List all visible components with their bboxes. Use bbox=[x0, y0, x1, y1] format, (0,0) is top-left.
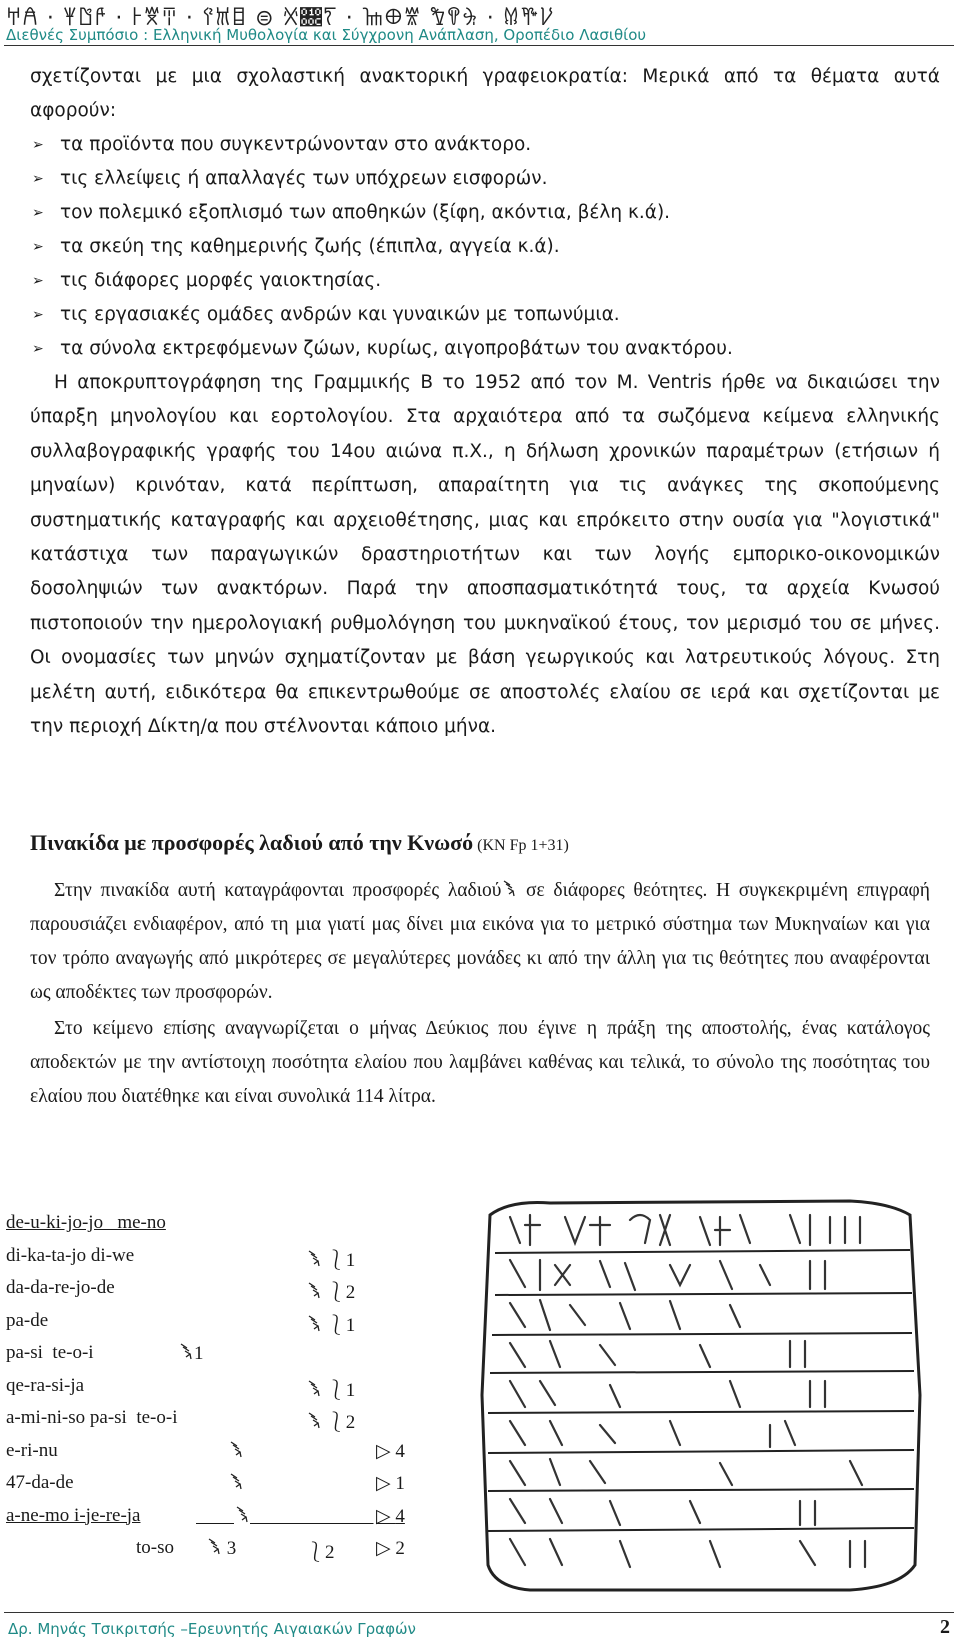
arrow-bullet-icon: ➢ bbox=[32, 171, 44, 187]
oil-quantity: ⎱2 bbox=[306, 1277, 355, 1304]
paragraph-text-b: σε διάφορες θεότητες. Η συγκεκριμένη επιγραφή παρουσιάζει ενδιαφέρον, από τη μια γιατί μας δίνει μια εικόνα για το μετρικό σύστημα των Μυκηναίων και για τον τρόπο αναγωγής από μικρότερες σε μεγαλύτερες μονάδες κι από την άλλη για τις θεότητες που αναφέρονται ως αποδέκτες των προσφορών. bbox=[30, 880, 930, 1003]
table-row bbox=[6, 1375, 426, 1408]
list-item bbox=[30, 332, 940, 366]
table-row bbox=[6, 1212, 426, 1245]
oil-quantity: 1 bbox=[178, 1342, 204, 1365]
list-item bbox=[30, 196, 940, 230]
oil-ideogram-icon bbox=[306, 1411, 322, 1431]
table-row bbox=[6, 1342, 426, 1375]
table-row bbox=[6, 1472, 426, 1505]
recipient-name: di-ka-ta-jo di-we bbox=[6, 1244, 135, 1266]
list-item-text: τα σκεύη της καθημερινής ζωής (έπιπλα, αγγεία κ.ά). bbox=[60, 236, 560, 257]
oil-ideogram-cell bbox=[196, 1505, 396, 1528]
oil-ideogram-icon bbox=[206, 1537, 222, 1557]
paragraph-text-a: Στην πινακίδα αυτή καταγράφονται προσφορές λαδιού bbox=[54, 880, 502, 901]
total-b: ⎱2 bbox=[306, 1542, 335, 1563]
oil-ideogram-icon bbox=[228, 1440, 244, 1460]
oil-ideogram-icon bbox=[306, 1249, 322, 1269]
recipient-name: qe-ra-si-ja bbox=[6, 1374, 85, 1396]
month-header: de-u-ki-jo-jo me-no bbox=[6, 1212, 166, 1233]
transcription-table bbox=[6, 1212, 426, 1570]
oil-ideogram-icon bbox=[501, 879, 517, 899]
paragraph-ventris: Η αποκρυπτογράφηση της Γραμμικής Β το 1952 από τον Μ. Ventris ήρθε να δικαιώσει την ύπαρξη μηνολογίου και εορτολογίου. Στα αρχαιότερα από τα σωζόμενα κείμενα ελληνικής συλλαβογραφικής γραφής του 14ου αιώνα π.Χ., η δήλωση χρονικών παραμέτρων (ετήσιων ή μηναίων) κρινόταν, κατά περίπτωση, απαραίτητη για τις ανάγκες της σκοπούμενης συστηματικής καταγραφής και αρχειοθέτησης, μιας και επρόκειτο στην ουσία για "λογιστικά" κατάστιχα των παραγωγικών δραστηριοτήτων και των λογής εμπορικο-οικονομικών δοσοληψιών των ανακτόρων. Παρά την αποσπασματικότητά τους, τα αρχεία Κνωσού πιστοποιούν την ημερολογιακή ρυθμολόγηση του μυκηναϊκού έτους, τον μερισμό του σε μήνες. Οι ονομασίες των μηνών σχηματίζονταν με βάση γεωργικούς και λατρευτικούς λόγους. Στη μελέτη αυτή, ειδικότερα θα επικεντρωθούμε σε αποστολές ελαίου σε ιερά και σχετίζονται με την περιοχή Δίκτη/α που στέλνονται κάποιο μήνα. bbox=[30, 372, 940, 738]
header-rule bbox=[4, 45, 954, 46]
section-heading bbox=[30, 830, 930, 856]
oil-ideogram-icon bbox=[306, 1281, 322, 1301]
topic-list bbox=[30, 128, 940, 366]
section-title: Πινακίδα με προσφορές λαδιού από την Κνωσό bbox=[30, 830, 474, 855]
list-item bbox=[30, 264, 940, 298]
total-row bbox=[6, 1537, 426, 1570]
list-item bbox=[30, 162, 940, 196]
oil-ideogram-icon bbox=[234, 1505, 250, 1525]
oil-ideogram-cell bbox=[228, 1472, 244, 1495]
table-row bbox=[6, 1407, 426, 1440]
oil-ideogram-icon bbox=[178, 1342, 194, 1362]
recipient-name: pa-de bbox=[6, 1309, 49, 1331]
linear-b-banner: 𐀀𐀁 · 𐀂𐀃𐀄 · 𐀅𐀆𐀇 · 𐀈𐀉𐀊 ⊜ 𐀋𐀌𐀍 · 𐀎𐀏𐀐 𐀑𐀒𐀓 · 𐀔𐀕𐀖 bbox=[6, 6, 555, 31]
conference-title: Διεθνές Συμπόσιο : Ελληνική Μυθολογία και Σύγχρονη Ανάπλαση, Οροπέδιο Λασιθίου bbox=[6, 26, 647, 44]
arrow-bullet-icon: ➢ bbox=[32, 307, 44, 323]
table-row bbox=[6, 1505, 426, 1538]
recipient-name: 47-da-de bbox=[6, 1472, 74, 1493]
oil-ideogram-icon bbox=[306, 1314, 322, 1334]
recipient-name: a-mi-ni-so pa-si te-o-i bbox=[6, 1407, 178, 1428]
paragraph-tablet-desc bbox=[30, 874, 930, 1010]
footer-rule bbox=[4, 1612, 954, 1613]
list-item-text: τις εργασιακές ομάδες ανδρών και γυναικών με τοπωνύμια. bbox=[60, 304, 620, 325]
arrow-bullet-icon: ➢ bbox=[32, 239, 44, 255]
oil-quantity: ▷ 1 bbox=[376, 1473, 405, 1494]
list-item bbox=[30, 128, 940, 162]
oil-quantity: ⎱2 bbox=[306, 1407, 355, 1434]
arrow-bullet-icon: ➢ bbox=[32, 341, 44, 357]
total-a: 3 bbox=[206, 1537, 236, 1560]
arrow-bullet-icon: ➢ bbox=[32, 273, 44, 289]
section-body bbox=[30, 874, 930, 1114]
list-item-text: τις διάφορες μορφές γαιοκτησίας. bbox=[60, 270, 382, 291]
list-item-text: τον πολεμικό εξοπλισμό των αποθηκών (ξίφη, ακόντια, βέλη κ.ά). bbox=[60, 202, 671, 223]
oil-quantity: ⎱1 bbox=[306, 1245, 355, 1272]
author-credit: Δρ. Μηνάς Τσικριτσής –Ερευνητής Αιγαιακών Γραφών bbox=[8, 1620, 416, 1638]
total-c: ▷ 2 bbox=[376, 1538, 405, 1559]
recipient-name: e-ri-nu bbox=[6, 1439, 58, 1461]
tablet-reference: (KN Fp 1+31) bbox=[477, 837, 569, 854]
list-item-text: τις ελλείψεις ή απαλλαγές των υπόχρεων εισφορών. bbox=[60, 168, 548, 189]
clay-tablet-drawing bbox=[470, 1195, 930, 1595]
list-item bbox=[30, 230, 940, 264]
list-item-text: τα προϊόντα που συγκεντρώνονταν στο ανάκτορο. bbox=[60, 134, 532, 155]
recipient-name: a-ne-mo i-je-re-ja bbox=[6, 1504, 141, 1526]
paragraph-month: Στο κείμενο επίσης αναγνωρίζεται ο μήνας Δεύκιος που έγινε η πράξη της αποστολής, ένας κατάλογος αποδεκτών με την αντίστοιχη ποσότητα ελαίου που λαμβάνει καθένας και τελικά, το σύνολο της ποσότητας του ελαίου που διατέθηκε και είναι συνολικά 114 λίτρα. bbox=[30, 1018, 930, 1107]
body-text bbox=[30, 60, 940, 744]
table-row bbox=[6, 1245, 426, 1278]
oil-quantity: ⎱1 bbox=[306, 1310, 355, 1337]
list-item-text: τα σύνολα εκτρεφόμενων ζώων, κυρίως, αιγοπροβάτων του ανακτόρου. bbox=[60, 338, 733, 359]
arrow-bullet-icon: ➢ bbox=[32, 205, 44, 221]
list-item bbox=[30, 298, 940, 332]
arrow-bullet-icon: ➢ bbox=[32, 137, 44, 153]
oil-quantity: ⎱1 bbox=[306, 1375, 355, 1402]
recipient-name: da-da-re-jo-de bbox=[6, 1277, 115, 1298]
oil-quantity: ▷ 4 bbox=[376, 1440, 405, 1462]
table-row bbox=[6, 1440, 426, 1473]
total-label: to-so bbox=[136, 1537, 174, 1558]
table-row bbox=[6, 1277, 426, 1310]
oil-ideogram-icon bbox=[228, 1472, 244, 1492]
recipient-name: pa-si te-o-i bbox=[6, 1342, 94, 1363]
page-number: 2 bbox=[940, 1616, 950, 1638]
table-row bbox=[6, 1310, 426, 1343]
oil-quantity: ▷ 4 bbox=[376, 1505, 405, 1527]
oil-ideogram-icon bbox=[306, 1379, 322, 1399]
oil-ideogram-cell bbox=[228, 1440, 244, 1463]
intro-line: σχετίζονται με μια σχολαστική ανακτορική γραφειοκρατία: Μερικά από τα θέματα αυτά αφορούν: bbox=[30, 66, 940, 121]
